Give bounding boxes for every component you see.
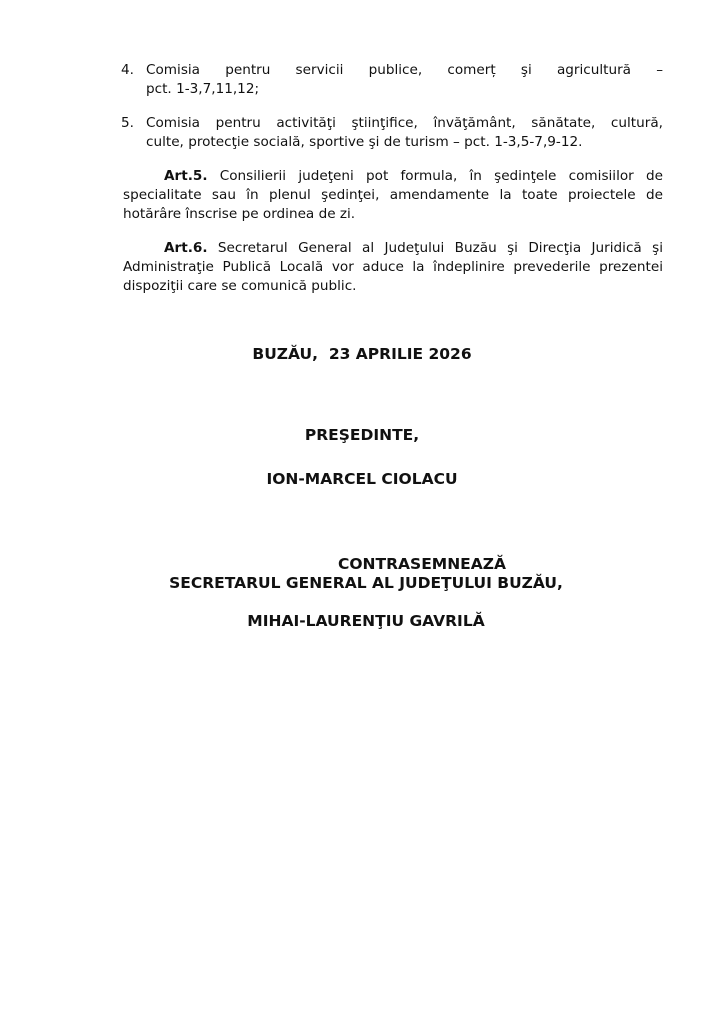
text-line: culte, protecţie socială, sportive şi de turism – pct. 1-3,5-7,9-12. — [146, 134, 583, 150]
secretary-name: MIHAI-LAURENŢIU GAVRILĂ — [247, 612, 485, 630]
text-line: pct. 1-3,7,11,12; — [146, 81, 260, 97]
article-5 — [123, 167, 663, 224]
list-number: 5. — [121, 115, 134, 131]
text-line: Comisia pentru servicii publice, comerț şi agricultură – — [146, 62, 663, 78]
list-item-4 — [123, 61, 663, 99]
secretary-title: SECRETARUL GENERAL AL JUDEŢULUI BUZĂU, — [169, 574, 563, 592]
article-label: Art.6. — [164, 240, 208, 256]
text-line: hotărâre înscrise pe ordinea de zi. — [123, 206, 356, 222]
president-name: ION-MARCEL CIOLACU — [266, 470, 458, 488]
place-date: BUZĂU, 23 APRILIE 2026 — [252, 345, 472, 363]
text-line: Comisia pentru activităţi ştiinţifice, învăţământ, sănătate, cultură, — [146, 115, 663, 131]
article-text: Consilierii judeţeni pot formula, în şedinţele comisiilor de — [207, 168, 663, 184]
article-6 — [123, 239, 663, 296]
president-title: PREŞEDINTE, — [304, 426, 420, 444]
list-number: 4. — [121, 62, 134, 78]
text-line: dispoziţii care se comunică public. — [123, 278, 357, 294]
text-line — [123, 167, 663, 186]
text-line: specialitate sau în plenul şedinţei, amendamente la toate proiectele de — [123, 187, 663, 203]
countersign-title: CONTRASEMNEAZĂ — [338, 555, 506, 573]
list-item-5 — [123, 114, 663, 152]
text-line: Administraţie Publică Locală vor aduce la îndeplinire prevederile prezentei — [123, 259, 663, 275]
article-text: Secretarul General al Judeţului Buzău şi Direcţia Juridică şi — [207, 240, 663, 256]
article-label: Art.5. — [164, 168, 208, 184]
text-line — [123, 239, 663, 258]
